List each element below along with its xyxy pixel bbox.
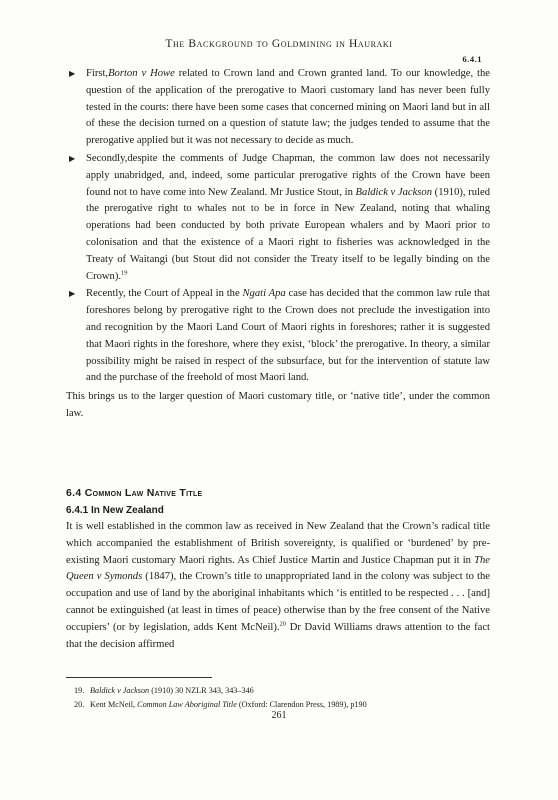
section-heading: 6.4 Common Law Native Title (66, 487, 203, 499)
text-run: (1847), the Crown’s title to unappropriated land in the colony was subject to the occupation and use of land by the aboriginal inhabitants which ‘is entitled to be respected . . . [and] cannot be extinguished (at least in times of peace) otherwise than by the free consent of the Native occupiers’ (or by legislation, adds Kent McNeil). (66, 571, 490, 633)
italic-text: The Queen v Symonds (66, 554, 490, 583)
italic-text: Baldick v Jackson (355, 186, 433, 198)
bullet-triangle-icon: ▶ (69, 69, 76, 78)
footnote-text (90, 700, 367, 709)
page-number: 261 (271, 710, 287, 721)
footnotes (74, 684, 494, 711)
text-run: (1910), ruled the prerogative right to whales not to be in force in New Zealand, noting that whaling operations had been conducted by both private European whalers and by Maori prior to colonisation and that the existence of a Maori right to fisheries was acknowledged in the Treaty of Waitangi (but Stout did not consider the Treaty itself to be legally binding on the Crown). (86, 186, 490, 282)
text-run: (Oxford: Clarendon Press, 1989), p190 (236, 699, 367, 709)
bullet-triangle-icon: ▶ (69, 289, 76, 299)
section-paragraph-text (66, 521, 490, 650)
bullet-item (66, 151, 490, 285)
footnote (74, 684, 494, 698)
text-run: Kent McNeil, (90, 699, 138, 709)
bullet-text (86, 68, 490, 146)
bullet-text (86, 153, 490, 282)
text-run: First, (86, 68, 109, 79)
footnote-number: 19. (74, 686, 85, 695)
footnote (74, 698, 494, 712)
section-reference: 6.4.1 (462, 54, 482, 64)
footnote-text (90, 686, 254, 695)
bullet-list (66, 66, 490, 423)
italic-text: Ngati Apa (242, 288, 286, 300)
bullet-item (66, 66, 490, 150)
section-paragraph (66, 519, 490, 653)
closing-paragraph: This brings us to the larger question of Maori customary title, or ‘native title’, under the common law. (66, 391, 490, 419)
footnote-rule (66, 677, 212, 678)
text-run: related to Crown land and Crown granted land. To our knowledge, the question of the application of the prerogative to Maori customary land has never been fully tested in the courts: there have been some cases that concerned mining on Maori land but in all of these the decision turned on a question of statute law; the judges tended to assume that the prerogative applied but it was not necessary to decide as much. (86, 68, 490, 147)
italic-text: Borton v Howe (108, 68, 175, 79)
text-run: case has decided that the common law rule that foreshores belong by prerogative right to the Crown does not preclude the investigation into and recognition by the Maori Land Court of Maori rights in foreshores; rather it is suggested that Maori rights in the foreshore, where they exist, ‘block’ the prerogative. In theory, a similar possibility might be raised in respect of the subsurface, but for the intervention of statute law and the purchase of the freehold of most Maori land. (86, 288, 490, 384)
bullet-text (86, 288, 490, 383)
bullet-triangle-icon: ▶ (69, 153, 76, 163)
text-run: It is well established in the common law as received in New Zealand that the Crown’s radical title which accompanied the establishment of British sovereignty, is qualified or ‘burdened’ by pre-existing Maori customary Maori rights. As Chief Justice Martin and Justice Chapman put it in (66, 521, 490, 566)
italic-text: Baldick v Jackson (90, 686, 150, 695)
running-head: The Background to Goldmining in Hauraki (165, 38, 393, 50)
footnote-number: 20. (74, 699, 85, 709)
bullet-item (66, 286, 490, 387)
text-run: Recently, the Court of Appeal in the (86, 288, 243, 300)
footnote-marker: 20 (279, 620, 287, 628)
italic-text: Common Law Aboriginal Title (137, 699, 237, 709)
subsection-heading: 6.4.1 In New Zealand (66, 505, 164, 516)
footnote-marker: 19 (121, 269, 128, 277)
text-run: Dr David Williams draws attention to the fact that the decision affirmed (66, 621, 491, 650)
text-run: Secondly,despite the comments of Judge Chapman, the common law does not necessarily apply unabridged, and, indeed, some particular prerogative rights of the Crown have been found not to have come into New Zealand. Mr Justice Stout, in (86, 152, 490, 198)
text-run: (1910) 30 NZLR 343, 343–346 (149, 686, 254, 695)
